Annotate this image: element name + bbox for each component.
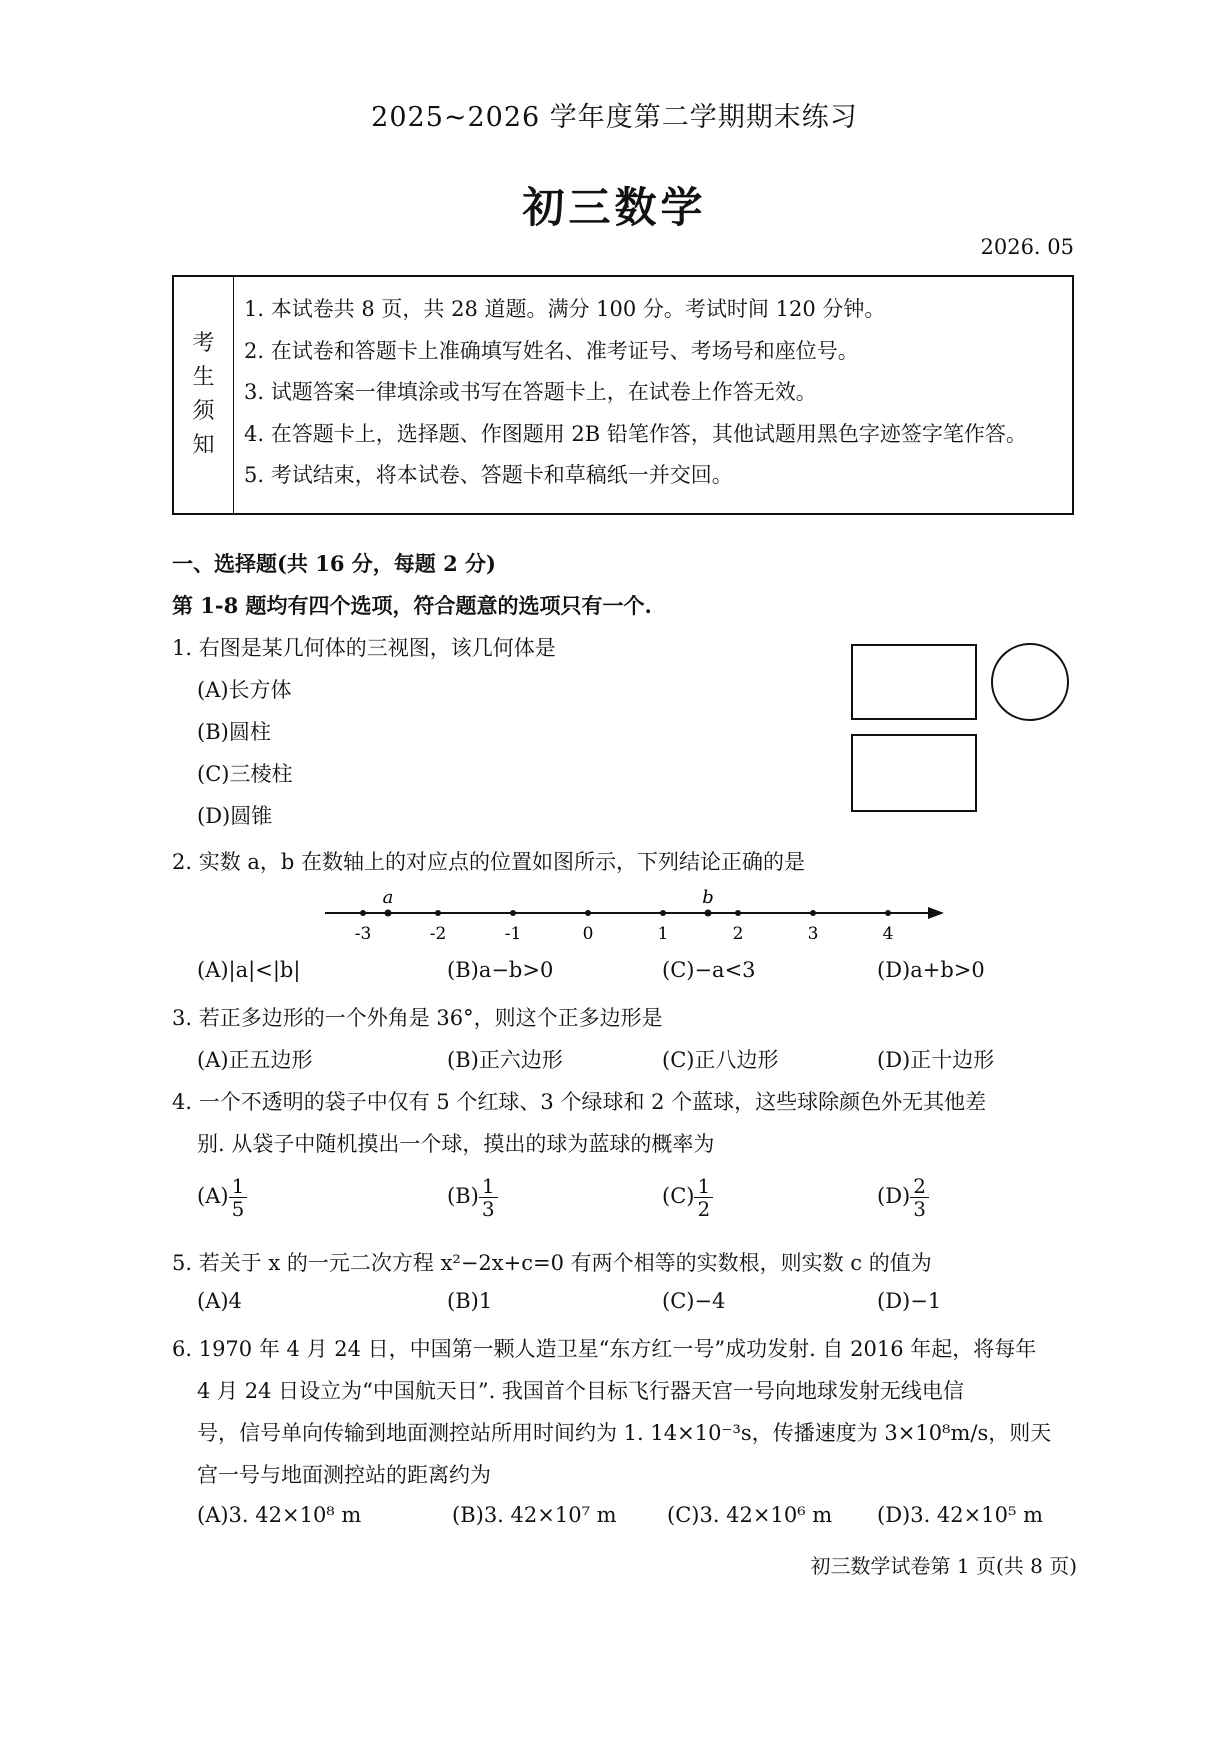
option-label: (B) (447, 1184, 479, 1208)
question-5-option-b: (B)1 (447, 1289, 493, 1313)
notice-list (244, 289, 1027, 497)
question-4-option-b (447, 1175, 498, 1220)
question-4-stem-line-2: 别. 从袋子中随机摸出一个球，摸出的球为蓝球的概率为 (197, 1132, 715, 1156)
question-4-option-a (197, 1175, 247, 1220)
notice-item: 3. 试题答案一律填涂或书写在答题卡上，在试卷上作答无效。 (244, 380, 817, 404)
notice-heading-char: 须 (192, 399, 215, 424)
question-3-option-a: (A)正五边形 (197, 1048, 313, 1072)
notice-box (172, 275, 1074, 515)
question-6-stem-line-3: 号，信号单向传输到地面测控站所用时间约为 1. 14×10⁻³s，传播速度为 3×10⁸m/s，则天 (197, 1421, 1052, 1445)
fraction (479, 1175, 498, 1220)
question-3-option-d: (D)正十边形 (877, 1048, 995, 1072)
fraction (694, 1175, 713, 1220)
tick-label: 0 (582, 924, 594, 944)
question-2-option-a: (A)|a|<|b| (197, 958, 301, 982)
number-line (320, 885, 950, 945)
tick-label: 1 (657, 924, 669, 944)
question-5-option-d: (D)−1 (877, 1289, 942, 1313)
notice-item: 2. 在试卷和答题卡上准确填写姓名、准考证号、考场号和座位号。 (244, 338, 859, 363)
question-2-option-d: (D)a+b>0 (877, 958, 985, 982)
question-1-stem: 1. 右图是某几何体的三视图，该几何体是 (172, 636, 556, 660)
question-2-option-b: (B)a−b>0 (447, 958, 554, 982)
fraction-numerator: 1 (694, 1175, 713, 1198)
question-4-option-d (877, 1175, 929, 1220)
tick-label: 2 (732, 924, 744, 944)
fraction (910, 1175, 929, 1220)
question-5-stem: 5. 若关于 x 的一元二次方程 x²−2x+c=0 有两个相等的实数根，则实数 c 的值为 (172, 1251, 932, 1275)
notice-heading (174, 277, 234, 513)
page-footer: 初三数学试卷第 1 页(共 8 页) (810, 1554, 1077, 1578)
exam-title: 初三数学 (522, 183, 707, 232)
side-view-circle (992, 644, 1068, 720)
fraction-denominator: 3 (481, 1197, 495, 1221)
question-2-option-c: (C)−a<3 (662, 958, 756, 982)
tick-label: 4 (882, 924, 894, 944)
question-3-option-c: (C)正八边形 (662, 1048, 779, 1072)
question-1-option-d: (D)圆锥 (197, 804, 273, 828)
tick-label: -3 (354, 924, 372, 944)
question-6-option-a: (A)3. 42×10⁸ m (197, 1503, 362, 1527)
question-6-stem-line-4: 宫一号与地面测控站的距离约为 (197, 1463, 491, 1487)
section-title: 一、选择题(共 16 分，每题 2 分) (172, 551, 496, 576)
tick-label: 3 (807, 924, 819, 944)
tick-label: -2 (429, 924, 447, 944)
fraction-numerator: 1 (479, 1175, 498, 1198)
question-6-option-b: (B)3. 42×10⁷ m (452, 1503, 617, 1527)
question-6-stem-line-2: 4 月 24 日设立为“中国航天日”. 我国首个目标飞行器天宫一号向地球发射无线电信 (197, 1379, 964, 1403)
point-b (705, 910, 712, 917)
option-label: (A) (197, 1184, 229, 1208)
number-line-arrow (928, 907, 944, 919)
question-3-stem: 3. 若正多边形的一个外角是 36°，则这个正多边形是 (172, 1006, 663, 1030)
option-label: (C) (662, 1184, 695, 1208)
question-4-stem-line-1: 4. 一个不透明的袋子中仅有 5 个红球、3 个绿球和 2 个蓝球，这些球除颜色外无其他差 (172, 1090, 987, 1114)
question-2-stem: 2. 实数 a，b 在数轴上的对应点的位置如图所示，下列结论正确的是 (172, 850, 806, 874)
question-6-option-d: (D)3. 42×10⁵ m (877, 1503, 1043, 1527)
question-1-option-b: (B)圆柱 (197, 720, 271, 744)
fraction (229, 1175, 248, 1220)
question-6-option-c: (C)3. 42×10⁶ m (667, 1503, 833, 1527)
fraction-numerator: 1 (229, 1175, 248, 1198)
question-4-option-c (662, 1175, 713, 1220)
point-b-label: b (702, 887, 714, 908)
notice-heading-char: 生 (192, 365, 215, 390)
option-label: (D) (877, 1184, 911, 1208)
question-5-option-a: (A)4 (197, 1289, 242, 1313)
point-a-label: a (382, 887, 394, 908)
point-a (385, 910, 392, 917)
notice-heading-char: 考 (192, 331, 215, 356)
fraction-numerator: 2 (910, 1175, 929, 1198)
notice-item: 5. 考试结束，将本试卷、答题卡和草稿纸一并交回。 (244, 463, 733, 487)
fraction-denominator: 5 (231, 1197, 245, 1221)
top-view-rectangle (852, 735, 976, 811)
question-1-option-c: (C)三棱柱 (197, 762, 293, 786)
question-5-option-c: (C)−4 (662, 1289, 726, 1313)
notice-item: 4. 在答题卡上，选择题、作图题用 2B 铅笔作答，其他试题用黑色字迹签字笔作答。 (244, 421, 1027, 446)
section-instruction: 第 1-8 题均有四个选项，符合题意的选项只有一个. (172, 593, 652, 618)
notice-heading-char: 知 (192, 433, 215, 458)
exam-date: 2026. 05 (980, 235, 1074, 259)
three-view-diagram (850, 640, 1080, 815)
fraction-denominator: 3 (913, 1197, 926, 1221)
question-3-option-b: (B)正六边形 (447, 1048, 563, 1072)
question-6-stem-line-1: 6. 1970 年 4 月 24 日，中国第一颗人造卫星“东方红一号”成功发射. 自 2016 年起，将每年 (172, 1337, 1037, 1361)
tick-label: -1 (504, 924, 522, 944)
exam-year-line: 2025~2026 学年度第二学期期末练习 (371, 102, 858, 133)
fraction-denominator: 2 (697, 1197, 711, 1221)
notice-item: 1. 本试卷共 8 页，共 28 道题。满分 100 分。考试时间 120 分钟。 (244, 297, 886, 321)
front-view-rectangle (852, 645, 976, 719)
question-1-option-a: (A)长方体 (197, 678, 292, 702)
